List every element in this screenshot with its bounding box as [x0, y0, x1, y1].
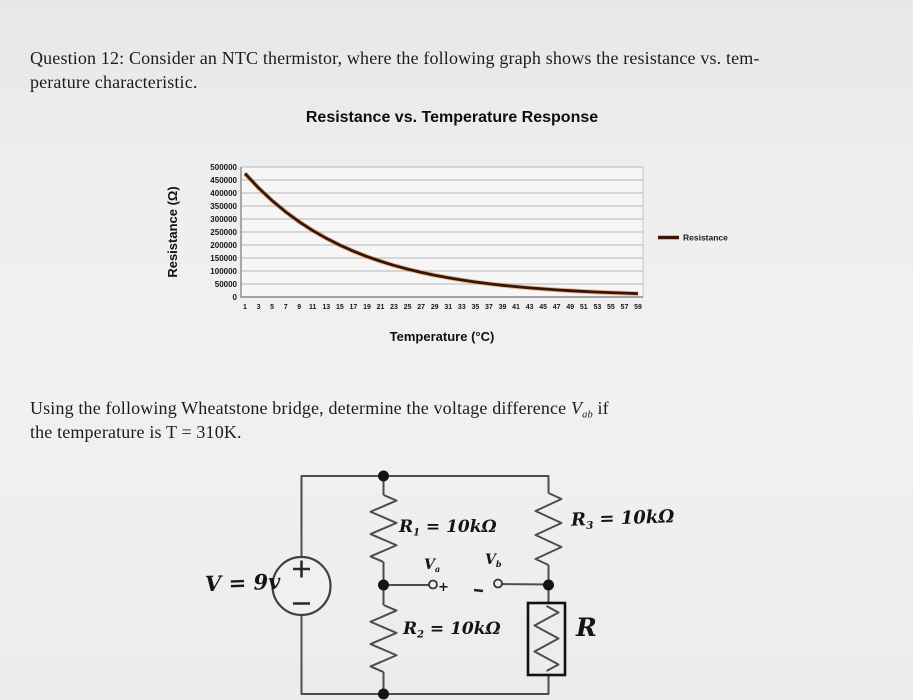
vab-symbol: V [570, 398, 583, 418]
x-tick-label: 3 [256, 304, 261, 311]
y-tick-label: 300000 [210, 214, 237, 224]
bridge-question-line2: the temperature is T = 310K. [30, 422, 242, 442]
x-tick-label: 45 [539, 304, 548, 311]
legend-label: Resistance [683, 232, 728, 243]
x-tick-label: 1 [243, 304, 247, 311]
y-axis-label: Resistance (Ω) [165, 186, 180, 278]
r1-value: = 10kΩ [420, 517, 497, 537]
resistor-r3-label [571, 506, 675, 532]
resistor-r3-zigzag [536, 493, 562, 565]
r2-symbol: R [403, 619, 418, 639]
node-top [378, 471, 389, 482]
vb-subscript: b [495, 558, 502, 569]
resistor-r1-label [399, 517, 497, 538]
x-tick-label: 39 [498, 304, 507, 311]
question-text-line2: perature characteristic. [30, 72, 198, 92]
chart-title: Resistance vs. Temperature Response [305, 109, 599, 126]
x-tick-label: 23 [390, 304, 398, 311]
node-b-lead-wire [502, 584, 549, 585]
y-tick-label: 100000 [210, 266, 237, 276]
va-terminal-label [424, 557, 440, 574]
resistance-temperature-chart [165, 109, 728, 344]
x-tick-label: 43 [525, 304, 534, 311]
terminal-b [494, 580, 502, 588]
resistor-r2-zigzag [371, 605, 397, 672]
x-tick-label: 53 [593, 304, 602, 311]
r1-subscript: 1 [413, 527, 420, 539]
thermistor-r-label: R [576, 613, 597, 642]
x-tick-label: 47 [552, 304, 561, 311]
vab-subscript: ab [582, 409, 593, 421]
va-plus-icon: + [438, 580, 449, 595]
x-tick-label: 29 [430, 304, 439, 311]
y-tick-label: 150000 [210, 253, 237, 263]
x-tick-label: 57 [620, 304, 629, 311]
x-tick-label: 15 [335, 304, 344, 311]
x-tick-label: 5 [270, 304, 275, 311]
x-axis-label: Temperature (°C) [389, 329, 495, 344]
x-tick-label: 13 [322, 304, 331, 311]
question-text-line1: Question 12: Consider an NTC thermistor, where the following graph shows the resistance vs. tem- [30, 48, 760, 68]
x-tick-label: 21 [376, 304, 385, 311]
x-tick-label: 37 [485, 304, 493, 311]
r2-subscript: 2 [417, 629, 424, 641]
y-tick-label: 350000 [210, 201, 237, 211]
x-tick-label: 11 [309, 304, 317, 311]
terminal-a [429, 581, 437, 589]
y-tick-label: 0 [232, 292, 237, 302]
node-bottom [378, 689, 389, 700]
x-tick-label: 55 [606, 304, 615, 311]
y-tick-label: 50000 [214, 279, 237, 289]
bridge-question-pre: Using the following Wheatstone bridge, determine the voltage difference [30, 398, 571, 418]
x-tick-label: 17 [349, 304, 358, 311]
bridge-question-post: if [592, 398, 609, 418]
r3-symbol: R [570, 509, 587, 531]
thermistor-zigzag [535, 606, 559, 671]
resistor-r2-label [403, 619, 501, 640]
y-tick-label: 250000 [210, 227, 237, 237]
y-tick-label: 450000 [210, 175, 237, 185]
source-voltage-label: V = 9v [204, 568, 281, 597]
x-tick-label: 31 [444, 304, 453, 311]
bridge-question-line1 [30, 398, 609, 421]
x-tick-label: 25 [403, 304, 412, 311]
resistor-r1-zigzag [371, 495, 397, 562]
r3-subscript: 3 [585, 519, 594, 532]
x-tick-label: 59 [634, 304, 642, 311]
x-tick-label: 19 [363, 304, 371, 311]
y-tick-label: 500000 [210, 162, 237, 172]
x-tick-label: 33 [457, 304, 466, 311]
r3-value: = 10kΩ [592, 506, 675, 531]
vb-terminal-label [485, 552, 502, 569]
wheatstone-bridge-circuit [273, 471, 566, 700]
r1-symbol: R [399, 517, 414, 537]
x-tick-label: 41 [512, 304, 520, 311]
va-symbol: V [424, 557, 435, 573]
va-subscript: a [434, 563, 441, 574]
node-b-junction [543, 580, 554, 591]
x-tick-label: 9 [297, 304, 302, 311]
y-tick-label: 200000 [210, 240, 237, 250]
x-tick-label: 7 [283, 304, 288, 311]
x-tick-label: 35 [471, 304, 480, 311]
node-a-junction [378, 580, 389, 591]
x-tick-label: 51 [579, 304, 588, 311]
y-tick-label: 400000 [210, 188, 237, 198]
vb-minus-icon [474, 590, 483, 591]
y-tick-labels [210, 163, 237, 302]
r2-value: = 10kΩ [424, 619, 501, 639]
x-tick-label: 49 [566, 304, 575, 311]
vb-symbol: V [485, 552, 496, 568]
x-tick-labels [243, 304, 642, 311]
x-tick-label: 27 [417, 304, 426, 311]
